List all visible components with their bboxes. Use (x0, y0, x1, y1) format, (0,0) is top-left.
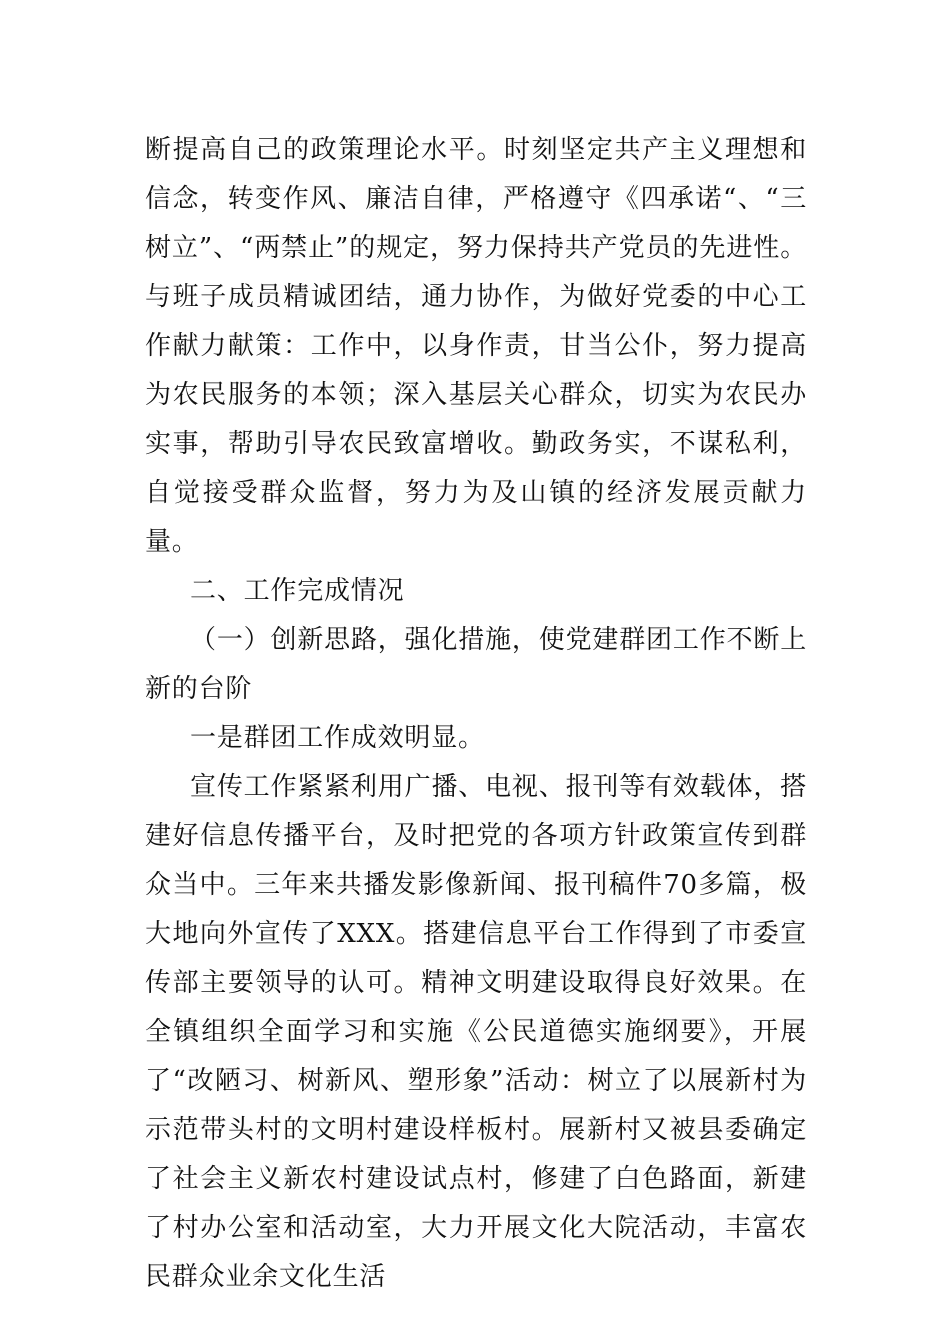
point-heading: 一是群团工作成效明显。 (190, 723, 485, 753)
section-heading: 二、工作完成情况 (190, 576, 405, 606)
subsection-heading: （一）创新思路，强化措施，使党建群团工作不断上新的台阶 (145, 625, 807, 704)
document-body (145, 126, 807, 1302)
paragraph-continuation: 断提高自己的政策理论水平。时刻坚定共产主义理想和信念，转变作风、廉洁自律，严格遵守《四承诺“、“三树立”、“两禁止”的规定，努力保持共产党员的先进性。与班子成员精诚团结，通力协作，为做好党委的中心工作献力献策：工作中，以身作责，甘当公仆，努力提高为农民服务的本领；深入基层关心群众，切实为农民办实事，帮助引导农民致富增收。勤政务实，不谋私利，自觉接受群众监督，努力为及山镇的经济发展贡献力量。 (145, 135, 807, 557)
paragraph-publicity: 宣传工作紧紧利用广播、电视、报刊等有效载体，搭建好信息传播平台，及时把党的各项方针政策宣传到群众当中。三年来共播发影像新闻、报刊稿件70多篇，极大地向外宣传了XXX。搭建信息平台工作得到了市委宣传部主要领导的认可。精神文明建设取得良好效果。在全镇组织全面学习和实施《公民道德实施纲要》，开展了“改陋习、树新风、塑形象”活动：树立了以展新村为示范带头村的文明村建设样板村。展新村又被县委确定了社会主义新农村建设试点村，修建了白色路面，新建了村办公室和活动室，大力开展文化大院活动，丰富农民群众业余文化生活 (145, 772, 807, 1292)
